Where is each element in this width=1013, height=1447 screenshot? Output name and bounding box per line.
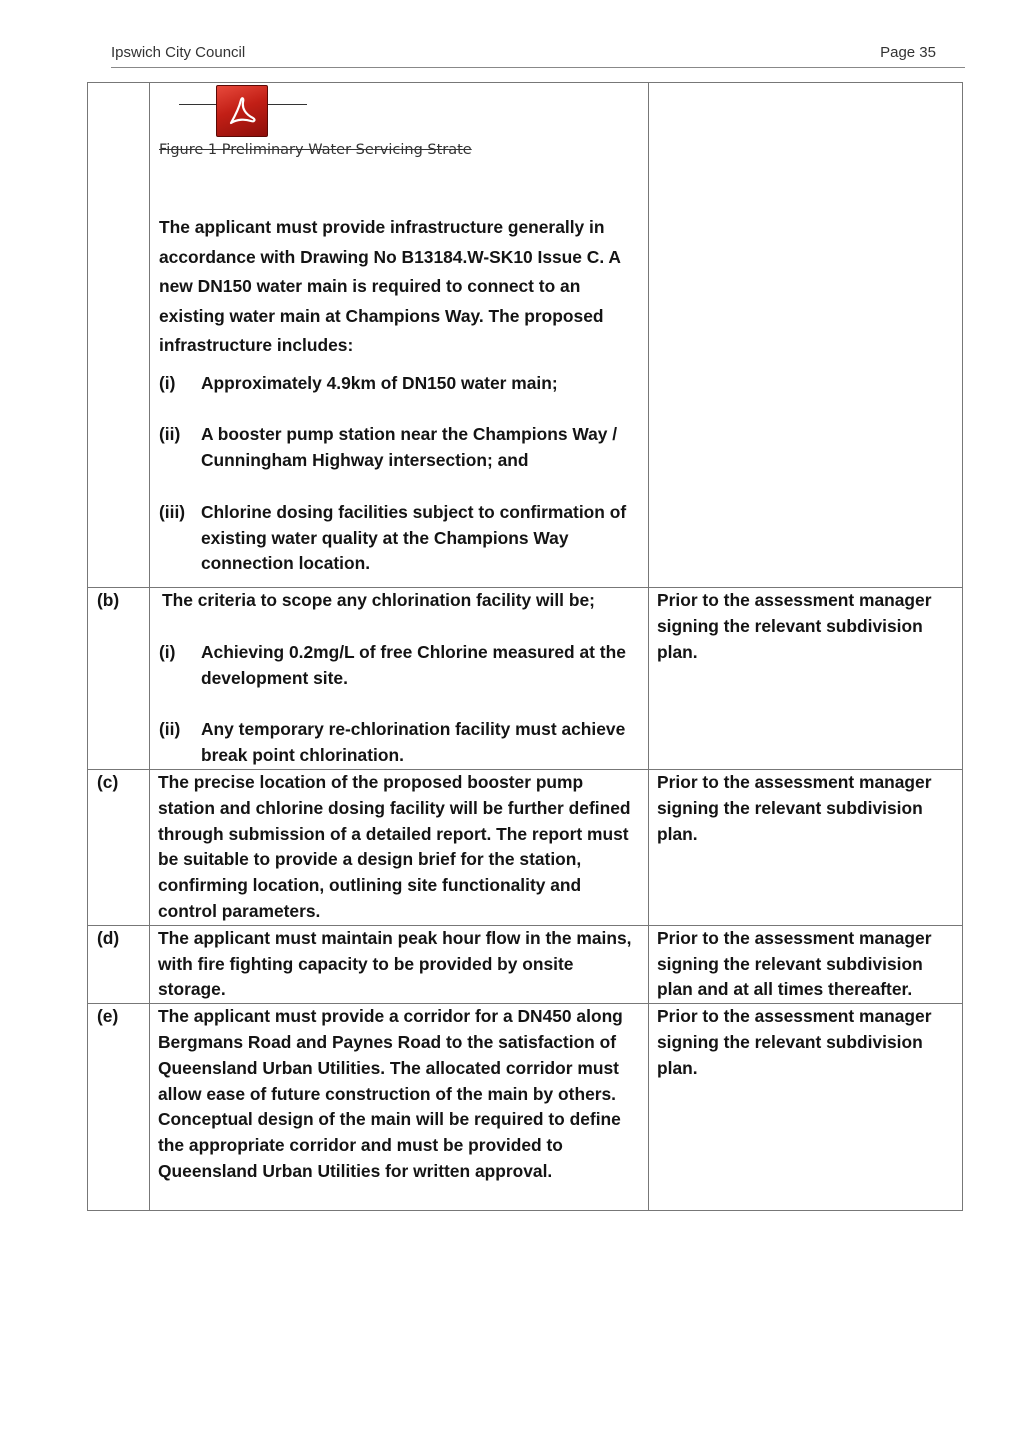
condition-text-cell bbox=[150, 769, 649, 925]
condition-text-cell bbox=[150, 588, 649, 770]
list-item bbox=[159, 422, 640, 474]
figure-block bbox=[158, 83, 640, 207]
timing-text: Prior to the assessment manager signing the relevant subdivision plan. bbox=[657, 590, 932, 662]
condition-text: The precise location of the proposed booster pump station and chlorine dosing facility will be further defined through submission of a detailed report. The report must be suitable to provide a design brief for the station, confirming location, outlining site functionality and control parameters. bbox=[158, 771, 631, 921]
table-row bbox=[88, 769, 963, 925]
condition-id-cell bbox=[88, 588, 150, 770]
spacer bbox=[158, 614, 640, 640]
list-item-text: A booster pump station near the Champions Way / Cunningham Highway intersection; and bbox=[201, 424, 618, 471]
condition-id-cell bbox=[88, 83, 150, 588]
pdf-glyph-icon bbox=[225, 94, 259, 128]
condition-id-cell bbox=[88, 1004, 150, 1211]
condition-id: (c) bbox=[97, 771, 119, 792]
timing-text: Prior to the assessment manager signing the relevant subdivision plan. bbox=[657, 771, 932, 844]
list-item bbox=[159, 717, 640, 769]
timing-text: Prior to the assessment manager signing the relevant subdivision plan. bbox=[657, 1006, 932, 1078]
list-item-number: (iii) bbox=[159, 501, 186, 522]
list-item-text: Achieving 0.2mg/L of free Chlorine measured at the development site. bbox=[201, 641, 626, 688]
list-item-number: (i) bbox=[159, 372, 176, 393]
list-item-text: Approximately 4.9km of DN150 water main; bbox=[201, 372, 558, 393]
condition-text-cell bbox=[150, 925, 649, 1003]
figure-caption: Figure 1 Preliminary Water Servicing Strate bbox=[159, 142, 472, 158]
condition-paragraph: The criteria to scope any chlorination facility will be; bbox=[162, 590, 595, 610]
condition-paragraph: The applicant must provide infrastructure generally in accordance with Drawing No B13184.W-SK10 Issue C. A new DN150 water main is required to connect to an existing water main at Champions Way. The proposed infrastructure includes: bbox=[159, 217, 621, 355]
condition-id: (e) bbox=[97, 1006, 119, 1027]
header-divider bbox=[111, 67, 965, 68]
timing-cell bbox=[649, 588, 963, 770]
list-item-text: Chlorine dosing facilities subject to confirmation of existing water quality at the Champions Way connection location. bbox=[201, 501, 627, 574]
list-item bbox=[159, 640, 640, 692]
table-row bbox=[88, 925, 963, 1003]
list-item bbox=[159, 371, 640, 397]
page-header bbox=[111, 44, 936, 61]
spacer bbox=[158, 474, 640, 500]
list-item-number: (ii) bbox=[159, 719, 181, 740]
conditions-table bbox=[87, 82, 963, 1211]
condition-id-cell bbox=[88, 769, 150, 925]
table-row bbox=[88, 83, 963, 588]
timing-cell bbox=[649, 1004, 963, 1211]
organisation-name: Ipswich City Council bbox=[111, 44, 246, 61]
list-item-text: Any temporary re-chlorination facility must achieve break point chlorination. bbox=[201, 719, 626, 766]
condition-id: (d) bbox=[97, 927, 120, 948]
timing-text: Prior to the assessment manager signing the relevant subdivision plan and at all times thereafter. bbox=[657, 927, 932, 1000]
list-item-number: (i) bbox=[159, 641, 176, 662]
page-number: Page 35 bbox=[880, 44, 936, 61]
timing-cell bbox=[649, 769, 963, 925]
adobe-pdf-icon[interactable] bbox=[216, 85, 268, 137]
condition-text-cell bbox=[150, 1004, 649, 1211]
condition-text: The applicant must maintain peak hour flow in the mains, with fire fighting capacity to be provided by onsite storage. bbox=[158, 927, 632, 1000]
spacer bbox=[158, 396, 640, 422]
spacer bbox=[158, 691, 640, 717]
table-row bbox=[88, 1004, 963, 1211]
condition-text-cell bbox=[150, 83, 649, 588]
timing-cell bbox=[649, 83, 963, 588]
list-item bbox=[159, 500, 640, 577]
table-row bbox=[88, 588, 963, 770]
condition-text: The applicant must provide a corridor for a DN450 along Bergmans Road and Paynes Road to the satisfaction of Queensland Urban Utilities. The allocated corridor must allow ease of future construction of the main by others. Conceptual design of the main will be required to define the appropriate corridor and must be provided to Queensland Urban Utilities for written approval. bbox=[158, 1006, 623, 1181]
timing-cell bbox=[649, 925, 963, 1003]
list-item-number: (ii) bbox=[159, 424, 181, 445]
condition-id: (b) bbox=[97, 590, 120, 610]
condition-id-cell bbox=[88, 925, 150, 1003]
